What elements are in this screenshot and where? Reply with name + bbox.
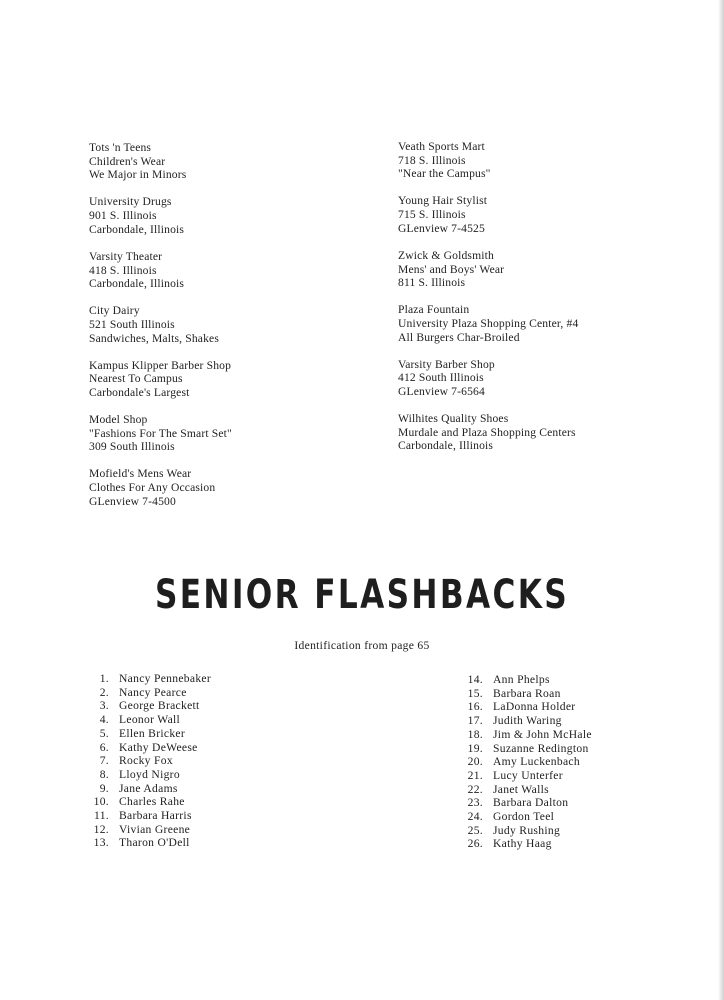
list-item [86, 741, 211, 755]
item-number: 26. [467, 837, 483, 851]
person-name: Charles Rahe [119, 795, 185, 809]
advertiser-name: Mofield's Mens Wear [89, 467, 192, 481]
person-name: Jane Adams [119, 781, 178, 795]
item-number: 10. [93, 795, 109, 809]
list-item [86, 795, 211, 809]
advertiser-detail: Clothes For Any Occasion [89, 481, 216, 495]
advertiser-detail: All Burgers Char-Broiled [398, 330, 520, 344]
advertiser-detail: Carbondale, Illinois [89, 222, 185, 236]
item-number: 1. [99, 672, 109, 685]
list-item [460, 769, 592, 783]
list-item [86, 713, 211, 727]
advertiser-name: Varsity Barber Shop [398, 357, 495, 371]
list-item [460, 742, 592, 756]
list-item [86, 672, 211, 686]
person-name: Ellen Bricker [119, 726, 186, 740]
person-name: Jim & John McHale [493, 727, 592, 741]
advertiser-detail: Carbondale, Illinois [398, 439, 494, 453]
advertiser-entry [398, 303, 698, 344]
item-number: 8. [99, 767, 109, 781]
advertiser-entry [89, 359, 379, 400]
person-name: Suzanne Redington [493, 741, 589, 755]
item-number: 15. [467, 686, 483, 700]
advertiser-detail: Sandwiches, Malts, Shakes [89, 331, 219, 345]
item-number: 5. [99, 726, 109, 740]
item-number: 20. [467, 755, 483, 769]
list-item [86, 686, 211, 700]
advertiser-detail: 418 S. Illinois [89, 263, 157, 277]
advertiser-name: City Dairy [89, 304, 140, 318]
person-name: Leonor Wall [119, 713, 181, 727]
person-name: Barbara Dalton [493, 796, 569, 810]
item-number: 11. [94, 809, 109, 823]
advertiser-name: Plaza Fountain [398, 303, 470, 317]
person-name: Vivian Greene [119, 822, 191, 836]
item-number: 4. [99, 713, 109, 727]
advertiser-entry [398, 140, 698, 181]
advertiser-name: Zwick & Goldsmith [398, 248, 494, 262]
identification-list-left [86, 672, 211, 850]
list-item [460, 810, 592, 824]
person-name: Lloyd Nigro [119, 767, 180, 781]
advertiser-detail: "Near the Campus" [398, 167, 491, 181]
person-name: Barbara Harris [119, 809, 192, 823]
list-item [460, 687, 592, 701]
person-name: Kathy DeWeese [119, 740, 198, 754]
item-number: 17. [467, 714, 483, 728]
advertiser-name: University Drugs [89, 195, 172, 209]
page-edge [718, 0, 724, 1000]
advertiser-entry [89, 195, 379, 236]
list-item [86, 782, 211, 796]
person-name: Amy Luckenbach [493, 755, 580, 769]
advertiser-name: Tots 'n Teens [89, 141, 152, 154]
person-name: Ann Phelps [493, 673, 550, 686]
item-number: 21. [467, 768, 483, 782]
list-item [460, 673, 592, 687]
advertiser-name: Model Shop [89, 413, 148, 427]
advertiser-name: Varsity Theater [89, 249, 163, 263]
advertiser-name: Young Hair Stylist [398, 194, 488, 208]
advertiser-entry [398, 412, 698, 453]
person-name: Tharon O'Dell [119, 836, 190, 850]
advertiser-list-left [89, 141, 379, 522]
advertiser-detail: "Fashions For The Smart Set" [89, 426, 232, 440]
advertiser-detail: Mens' and Boys' Wear [398, 262, 505, 276]
advertiser-detail: 811 S. Illinois [398, 276, 466, 290]
list-item [86, 809, 211, 823]
list-item [86, 754, 211, 768]
list-item [460, 728, 592, 742]
person-name: George Brackett [119, 699, 200, 713]
item-number: 24. [467, 810, 483, 824]
list-item [86, 727, 211, 741]
advertiser-detail: 901 S. Illinois [89, 209, 157, 223]
person-name: Janet Walls [493, 782, 549, 796]
advertiser-detail: 715 S. Illinois [398, 208, 466, 222]
person-name: Rocky Fox [119, 754, 173, 768]
advertiser-entry [89, 250, 379, 291]
person-name: Kathy Haag [493, 837, 552, 851]
person-name: Judy Rushing [493, 823, 561, 837]
advertiser-entry [89, 304, 379, 345]
advertiser-detail: 718 S. Illinois [398, 153, 466, 167]
item-number: 18. [467, 727, 483, 741]
advertiser-name: Wilhites Quality Shoes [398, 412, 509, 426]
person-name: Barbara Roan [493, 686, 561, 700]
advertiser-detail: 521 South Illinois [89, 317, 175, 331]
person-name: Nancy Pearce [119, 685, 187, 699]
advertiser-detail: Murdale and Plaza Shopping Centers [398, 425, 576, 439]
list-item [460, 837, 592, 851]
list-item [460, 824, 592, 838]
item-number: 16. [467, 700, 483, 714]
item-number: 9. [99, 781, 109, 795]
advertiser-entry [89, 413, 379, 454]
list-item [86, 823, 211, 837]
advertiser-detail: We Major in Minors [89, 168, 187, 182]
list-item [86, 699, 211, 713]
person-name: Gordon Teel [493, 810, 555, 824]
list-item [460, 783, 592, 797]
advertiser-detail: GLenview 7-4525 [398, 221, 485, 235]
item-number: 19. [467, 741, 483, 755]
advertiser-detail: University Plaza Shopping Center, #4 [398, 316, 579, 330]
list-item [460, 700, 592, 714]
advertiser-detail: 412 South Illinois [398, 371, 484, 385]
advertiser-list-right [398, 140, 698, 466]
person-name: LaDonna Holder [493, 700, 576, 714]
advertiser-entry [398, 249, 698, 290]
item-number: 25. [467, 823, 483, 837]
item-number: 12. [93, 822, 109, 836]
advertiser-detail: Children's Wear [89, 154, 166, 168]
item-number: 14. [467, 673, 483, 686]
item-number: 2. [99, 685, 109, 699]
advertiser-detail: Carbondale's Largest [89, 386, 190, 400]
list-item [86, 768, 211, 782]
advertiser-detail: Carbondale, Illinois [89, 277, 185, 291]
item-number: 7. [99, 754, 109, 768]
section-title: SENIOR FLASHBACKS [154, 572, 570, 618]
section-subtitle: Identification from page 65 [294, 639, 430, 652]
advertiser-detail: GLenview 7-6564 [398, 385, 485, 399]
advertiser-entry [398, 194, 698, 235]
person-name: Nancy Pennebaker [119, 672, 212, 685]
item-number: 22. [467, 782, 483, 796]
item-number: 6. [99, 740, 109, 754]
list-item [86, 836, 211, 850]
advertiser-name: Veath Sports Mart [398, 140, 485, 153]
item-number: 3. [99, 699, 109, 713]
item-number: 13. [93, 836, 109, 850]
item-number: 23. [467, 796, 483, 810]
advertiser-entry [398, 358, 698, 399]
person-name: Judith Waring [493, 714, 562, 728]
list-item [460, 755, 592, 769]
advertiser-detail: 309 South Illinois [89, 440, 175, 454]
person-name: Lucy Unterfer [493, 768, 563, 782]
list-item [460, 714, 592, 728]
advertiser-entry [89, 467, 379, 508]
advertiser-detail: Nearest To Campus [89, 372, 183, 386]
advertiser-entry [89, 141, 379, 182]
advertiser-name: Kampus Klipper Barber Shop [89, 358, 232, 372]
advertiser-detail: GLenview 7-4500 [89, 494, 176, 508]
identification-list-right [460, 673, 592, 851]
list-item [460, 796, 592, 810]
